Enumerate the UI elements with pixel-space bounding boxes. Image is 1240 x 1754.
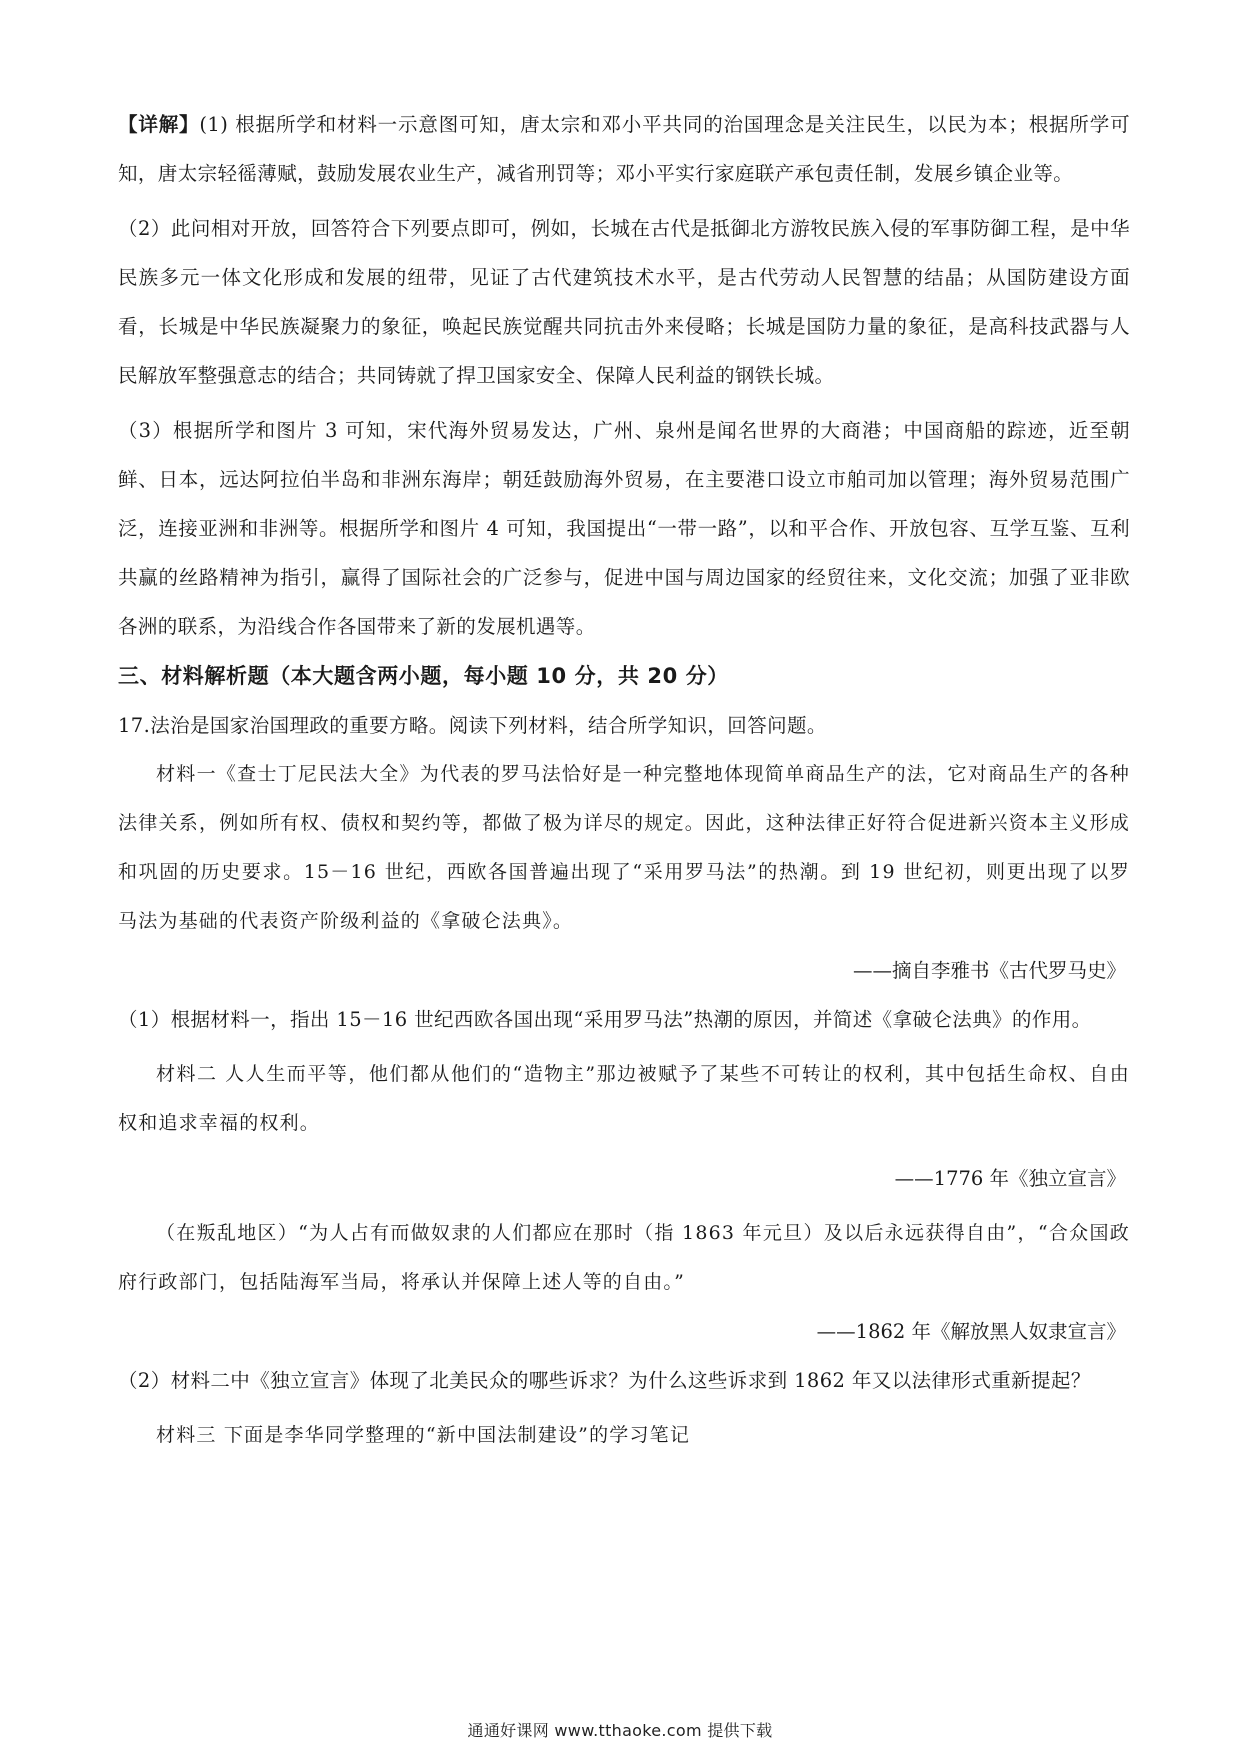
answer-tag: 【详解】 <box>118 113 200 136</box>
document-page <box>118 100 1130 1460</box>
answer-paragraph-1 <box>118 100 1130 198</box>
answer-paragraph-3: （3）根据所学和图片 3 可知，宋代海外贸易发达，广州、泉州是闻名世界的大商港；中国商船的踪迹，近至朝鲜、日本，远达阿拉伯半岛和非洲东海岸；朝廷鼓励海外贸易，在主要港口设立市舶司加以管理；海外贸易范围广泛，连接亚洲和非洲等。根据所学和图片 4 可知，我国提出“一带一路”，以和平合作、开放包容、互学互鉴、互利共赢的丝路精神为指引，赢得了国际社会的广泛参与，促进中国与周边国家的经贸往来，文化交流；加强了亚非欧各洲的联系，为沿线合作各国带来了新的发展机遇等。 <box>118 419 1130 638</box>
question-17-stem: 17.法治是国家治国理政的重要方略。阅读下列材料，结合所学知识，回答问题。 <box>118 714 827 737</box>
question-17-1: （1）根据材料一，指出 15－16 世纪西欧各国出现“采用罗马法”热潮的原因，并简述《拿破仑法典》的作用。 <box>118 1008 1092 1031</box>
section-heading: 三、材料解析题（本大题含两小题，每小题 10 分，共 20 分） <box>118 664 729 688</box>
page-footer: 通通好课网 www.tthaoke.com 提供下载 <box>467 1721 773 1740</box>
material-2-part-a-source: ——1776 年《独立宣言》 <box>894 1167 1126 1190</box>
question-17-2: （2）材料二中《独立宣言》体现了北美民众的哪些诉求？为什么这些诉求到 1862 年又以法律形式重新提起？ <box>118 1369 1091 1392</box>
answer-paragraph-2: （2）此问相对开放，回答符合下列要点即可，例如，长城在古代是抵御北方游牧民族入侵的军事防御工程，是中华民族多元一体文化形成和发展的纽带，见证了古代建筑技术水平，是古代劳动人民智慧的结晶；从国防建设方面看，长城是中华民族凝聚力的象征，唤起民族觉醒共同抗击外来侵略；长城是国防力量的象征，是高科技武器与人民解放军整强意志的结合；共同铸就了捍卫国家安全、保障人民利益的钢铁长城。 <box>118 217 1130 387</box>
material-3: 材料三 下面是李华同学整理的“新中国法制建设”的学习笔记 <box>156 1424 691 1446</box>
material-2-part-b-source: ——1862 年《解放黑人奴隶宣言》 <box>816 1320 1126 1343</box>
material-1-source: ——摘自李雅书《古代罗马史》 <box>852 959 1126 982</box>
material-2-part-b: （在叛乱地区）“为人占有而做奴隶的人们都应在那时（指 1863 年元旦）及以后永远获得自由”，“合众国政府行政部门，包括陆海军当局，将承认并保障上述人等的自由。” <box>118 1222 1130 1293</box>
material-2-part-a: 材料二 人人生而平等，他们都从他们的“造物主”那边被赋予了某些不可转让的权利，其中包括生命权、自由权和追求幸福的权利。 <box>118 1063 1130 1134</box>
material-1: 材料一《查士丁尼民法大全》为代表的罗马法恰好是一种完整地体现简单商品生产的法，它对商品生产的各种法律关系，例如所有权、债权和契约等，都做了极为详尽的规定。因此，这种法律正好符合促进新兴资本主义形成和巩固的历史要求。15－16 世纪，西欧各国普遍出现了“采用罗马法”的热潮。到 19 世纪初，则更出现了以罗马法为基础的代表资产阶级利益的《拿破仑法典》。 <box>118 763 1130 932</box>
answer-text-1: (1) 根据所学和材料一示意图可知，唐太宗和邓小平共同的治国理念是关注民生，以民为本；根据所学可知，唐太宗轻徭薄赋，鼓励发展农业生产，减省刑罚等；邓小平实行家庭联产承包责任制，发展乡镇企业等。 <box>118 113 1130 185</box>
